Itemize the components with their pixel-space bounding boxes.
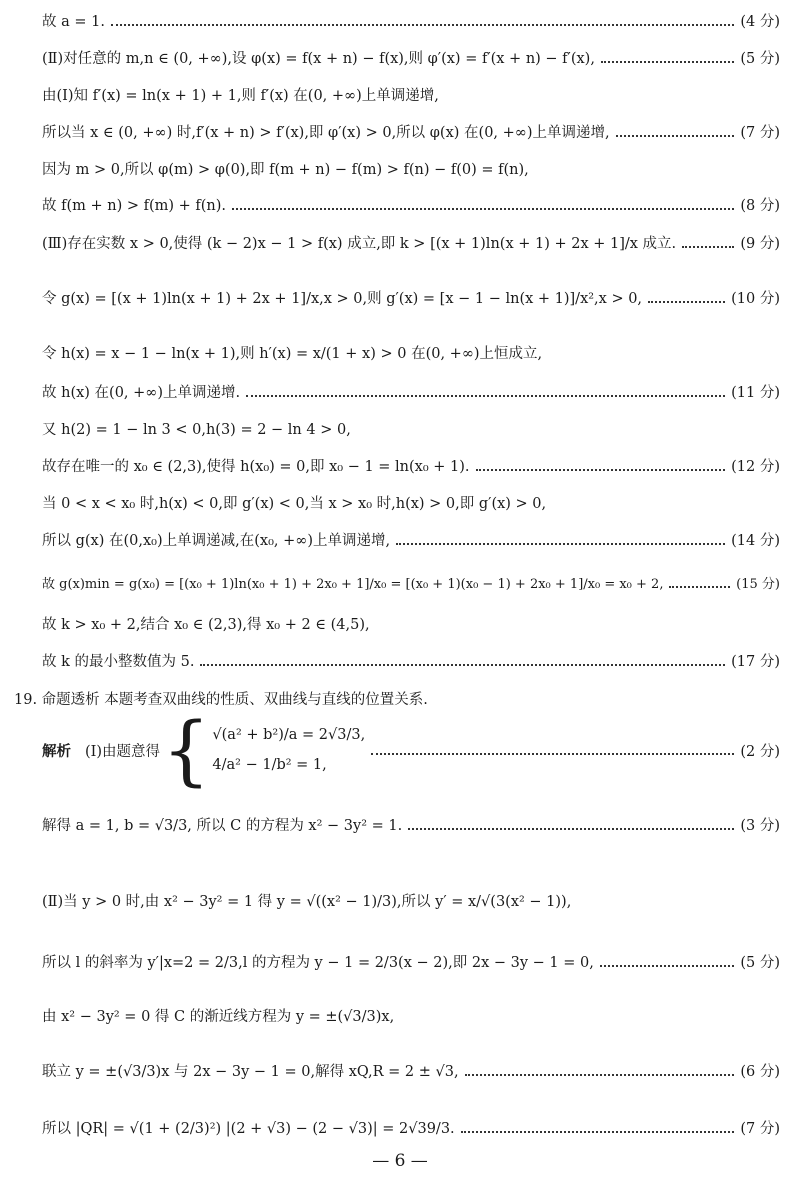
solution-line: 所以当 x ∈ (0, +∞) 时,f′(x + n) > f′(x),即 φ′(x) > 0,所以 φ(x) 在(0, +∞)上单调递增, (7 分) <box>42 121 780 142</box>
score-label: (11 分) <box>731 385 780 401</box>
score-label: (5 分) <box>740 955 780 971</box>
score-label: (7 分) <box>740 1121 780 1137</box>
solution-line: 令 g(x) = [(x + 1)ln(x + 1) + 2x + 1]/x,x > 0,则 g′(x) = [x − 1 − ln(x + 1)]/x²,x > 0, (10 分) <box>42 287 780 308</box>
solution-line: 故 g(x)min = g(x₀) = [(x₀ + 1)ln(x₀ + 1) + 2x₀ + 1]/x₀ = [(x₀ + 1)(x₀ − 1) + 2x₀ + 1]/x₀ = x₀ + 2, (15 分) <box>42 573 780 592</box>
score-label: (8 分) <box>740 198 780 214</box>
solution-line: 故 a = 1. (4 分) <box>42 10 780 31</box>
score-label: (2 分) <box>740 743 780 760</box>
score-label: (12 分) <box>731 459 780 475</box>
solution-line: 故 k 的最小整数值为 5. (17 分) <box>42 650 780 671</box>
analysis-label: 解析 <box>42 742 71 760</box>
solution-line: 所以 |QR| = √(1 + (2/3)²) |(2 + √3) − (2 − √3)| = 2√39/3. (7 分) <box>42 1117 780 1138</box>
solution-line: 由(Ⅰ)知 f′(x) = ln(x + 1) + 1,则 f′(x) 在(0, +∞)上单调递增, <box>42 88 439 104</box>
solution-line: 解得 a = 1, b = √3/3, 所以 C 的方程为 x² − 3y² = 1. (3 分) <box>42 814 780 835</box>
score-label: (17 分) <box>731 654 780 670</box>
solution-line: 所以 l 的斜率为 y′|x=2 = 2/3,l 的方程为 y − 1 = 2/3(x − 2),即 2x − 3y − 1 = 0, (5 分) <box>42 951 780 972</box>
score-label: (6 分) <box>740 1064 780 1080</box>
left-brace: { <box>162 705 211 794</box>
solution-line: 所以 g(x) 在(0,x₀)上单调递减,在(x₀, +∞)上单调递增, (14 分) <box>42 529 780 550</box>
solution-line: 故存在唯一的 x₀ ∈ (2,3),使得 h(x₀) = 0,即 x₀ − 1 = ln(x₀ + 1). (12 分) <box>42 455 780 476</box>
score-label: (5 分) <box>740 51 780 67</box>
solution-line: 由 x² − 3y² = 0 得 C 的渐近线方程为 y = ±(√3/3)x, <box>42 1009 395 1025</box>
solution-line: (Ⅱ)对任意的 m,n ∈ (0, +∞),设 φ(x) = f(x + n) − f(x),则 φ′(x) = f′(x + n) − f′(x), (5 分) <box>42 47 780 68</box>
solution-line: 故 k > x₀ + 2,结合 x₀ ∈ (2,3),得 x₀ + 2 ∈ (4,5), <box>42 617 370 633</box>
solution-line: (Ⅱ)当 y > 0 时,由 x² − 3y² = 1 得 y = √((x² − 1)/3),所以 y′ = x/√(3(x² − 1)), <box>42 894 572 910</box>
equation-system: { √(a² + b²)/a = 2√3/3, 4/a² − 1/b² = 1, <box>162 705 366 794</box>
score-label: (10 分) <box>731 291 780 307</box>
problem-heading: 19. 命题透析 本题考查双曲线的性质、双曲线与直线的位置关系. <box>14 692 428 708</box>
solution-line: 令 h(x) = x − 1 − ln(x + 1),则 h′(x) = x/(1 + x) > 0 在(0, +∞)上恒成立, <box>42 346 543 362</box>
solution-line: 又 h(2) = 1 − ln 3 < 0,h(3) = 2 − ln 4 > 0, <box>42 422 351 438</box>
score-label: (3 分) <box>740 818 780 834</box>
score-label: (9 分) <box>740 236 780 252</box>
solution-system: 解析 (Ⅰ)由题意得 { √(a² + b²)/a = 2√3/3, 4/a² − 1/b² = 1, (2 分) <box>42 705 780 794</box>
solution-line: 联立 y = ±(√3/3)x 与 2x − 3y − 1 = 0,解得 xQ,R = 2 ± √3, (6 分) <box>42 1060 780 1081</box>
score-label: (4 分) <box>740 14 780 30</box>
score-label: (14 分) <box>731 533 780 549</box>
solution-line: 当 0 < x < x₀ 时,h(x) < 0,即 g′(x) < 0,当 x > x₀ 时,h(x) > 0,即 g′(x) > 0, <box>42 496 547 512</box>
solution-line: 故 h(x) 在(0, +∞)上单调递增. (11 分) <box>42 381 780 402</box>
score-label: (7 分) <box>740 125 780 141</box>
solution-line: 因为 m > 0,所以 φ(m) > φ(0),即 f(m + n) − f(m) > f(n) − f(0) = f(n), <box>42 162 529 178</box>
solution-line: (Ⅲ)存在实数 x > 0,使得 (k − 2)x − 1 > f(x) 成立,即 k > [(x + 1)ln(x + 1) + 2x + 1]/x 成立. (9 分) <box>42 232 780 253</box>
solution-line: 故 f(m + n) > f(m) + f(n). (8 分) <box>42 194 780 215</box>
score-label: (15 分) <box>736 577 780 592</box>
page-number: — 6 — <box>372 1151 428 1171</box>
